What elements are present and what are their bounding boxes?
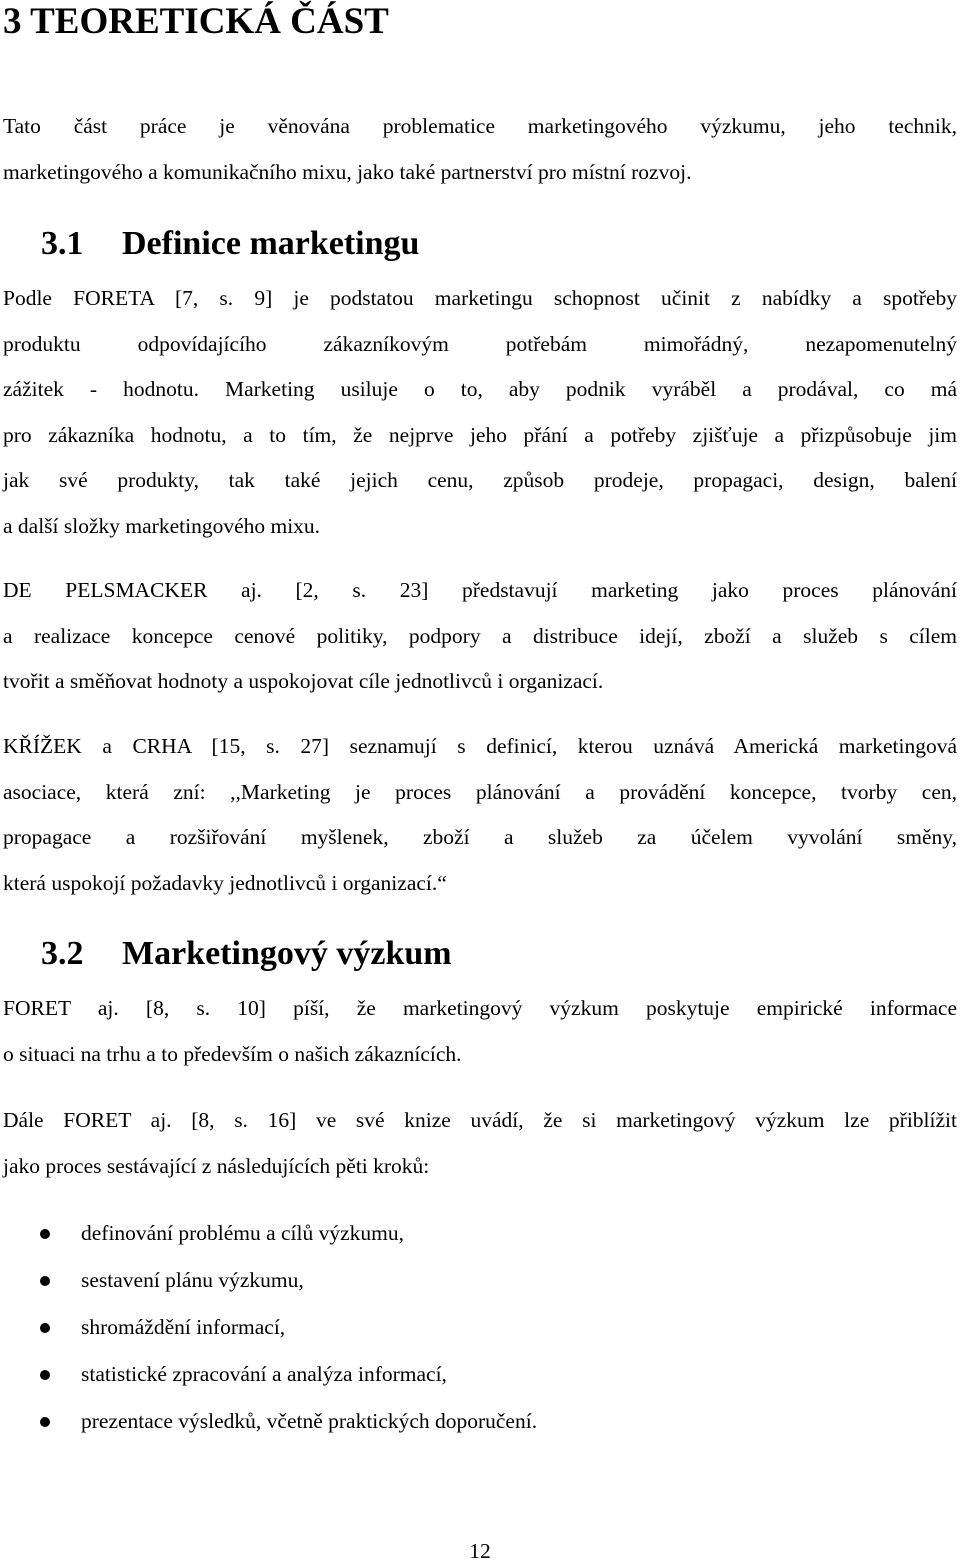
bullet-icon (40, 1417, 50, 1427)
text-line: o situaci na trhu a to především o našich zákaznících. (3, 1041, 462, 1066)
list-item (0, 1210, 537, 1257)
bullet-icon (40, 1276, 50, 1286)
section-number: 3.2 (41, 935, 84, 972)
bullet-icon (40, 1229, 50, 1239)
section-1-paragraph-1 (3, 276, 957, 549)
section-2-paragraph-2 (3, 1098, 957, 1189)
list-item (0, 1257, 537, 1304)
section-1-paragraph-3 (3, 724, 957, 906)
text-line: pro zákazníka hodnotu, a to tím, že nejprve jeho přání a potřeby zjišťuje a přizpůsobuje jim (3, 422, 957, 447)
text-line: marketingového a komunikačního mixu, jako také partnerství pro místní rozvoj. (3, 159, 692, 184)
text-line: tvořit a směňovat hodnoty a uspokojovat cíle jednotlivců i organizací. (3, 669, 604, 693)
text-line: DE PELSMACKER aj. [2, s. 23] představují marketing jako proces plánování (3, 578, 957, 602)
list-item (0, 1351, 537, 1398)
section-title: Marketingový výzkum (122, 935, 452, 972)
text-line: Tato část práce je věnována problematice marketingového výzkumu, jeho technik, (3, 114, 957, 138)
section-title: Definice marketingu (122, 225, 420, 262)
list-item-text: statistické zpracování a analýza informací, (81, 1362, 447, 1386)
chapter-intro (3, 104, 957, 195)
chapter-title: 3 TEORETICKÁ ČÁST (3, 1, 389, 42)
text-line: asociace, která zní: ,,Marketing je proces plánování a provádění koncepce, tvorby cen, (3, 779, 957, 804)
list-item-text: sestavení plánu výzkumu, (81, 1268, 304, 1292)
text-line: KŘÍŽEK a CRHA [15, s. 27] seznamují s definicí, kterou uznává Americká marketingová (3, 734, 957, 758)
text-line: která uspokojí požadavky jednotlivců i organizací.“ (3, 870, 447, 895)
list-item-text: definování problému a cílů výzkumu, (81, 1221, 405, 1245)
text-line: zážitek - hodnotu. Marketing usiluje o to, aby podnik vyráběl a prodával, co má (3, 377, 957, 401)
research-steps-list (0, 1210, 537, 1445)
text-line: propagace a rozšiřování myšlenek, zboží a služeb za účelem vyvolání směny, (3, 825, 957, 849)
text-line: produktu odpovídajícího zákazníkovým potřebám mimořádný, nezapomenutelný (3, 331, 957, 356)
section-number: 3.1 (41, 225, 84, 262)
section-heading-1 (41, 224, 419, 264)
text-line: jako proces sestávající z následujících pěti kroků: (3, 1153, 430, 1178)
text-line: a další složky marketingového mixu. (3, 513, 321, 538)
section-2-paragraph-1 (3, 986, 957, 1077)
section-1-paragraph-2 (3, 568, 957, 705)
text-line: jak své produkty, tak také jejich cenu, způsob prodeje, propagaci, design, balení (3, 468, 957, 492)
list-item (0, 1398, 537, 1445)
text-line: FORET aj. [8, s. 10] píší, že marketingový výzkum poskytuje empirické informace (3, 996, 957, 1020)
list-item (0, 1304, 537, 1351)
text-line: Podle FORETA [7, s. 9] je podstatou marketingu schopnost učinit z nabídky a spotřeby (3, 286, 957, 310)
list-item-text: prezentace výsledků, včetně praktických doporučení. (81, 1409, 538, 1433)
text-line: a realizace koncepce cenové politiky, podpory a distribuce idejí, zboží a služeb s cílem (3, 623, 957, 648)
bullet-icon (40, 1323, 50, 1333)
text-line: Dále FORET aj. [8, s. 16] ve své knize uvádí, že si marketingový výzkum lze přiblížit (3, 1108, 957, 1132)
list-item-text: shromáždění informací, (81, 1315, 286, 1339)
section-heading-2 (41, 934, 452, 974)
bullet-icon (40, 1370, 50, 1380)
page-number: 12 (469, 1539, 491, 1563)
